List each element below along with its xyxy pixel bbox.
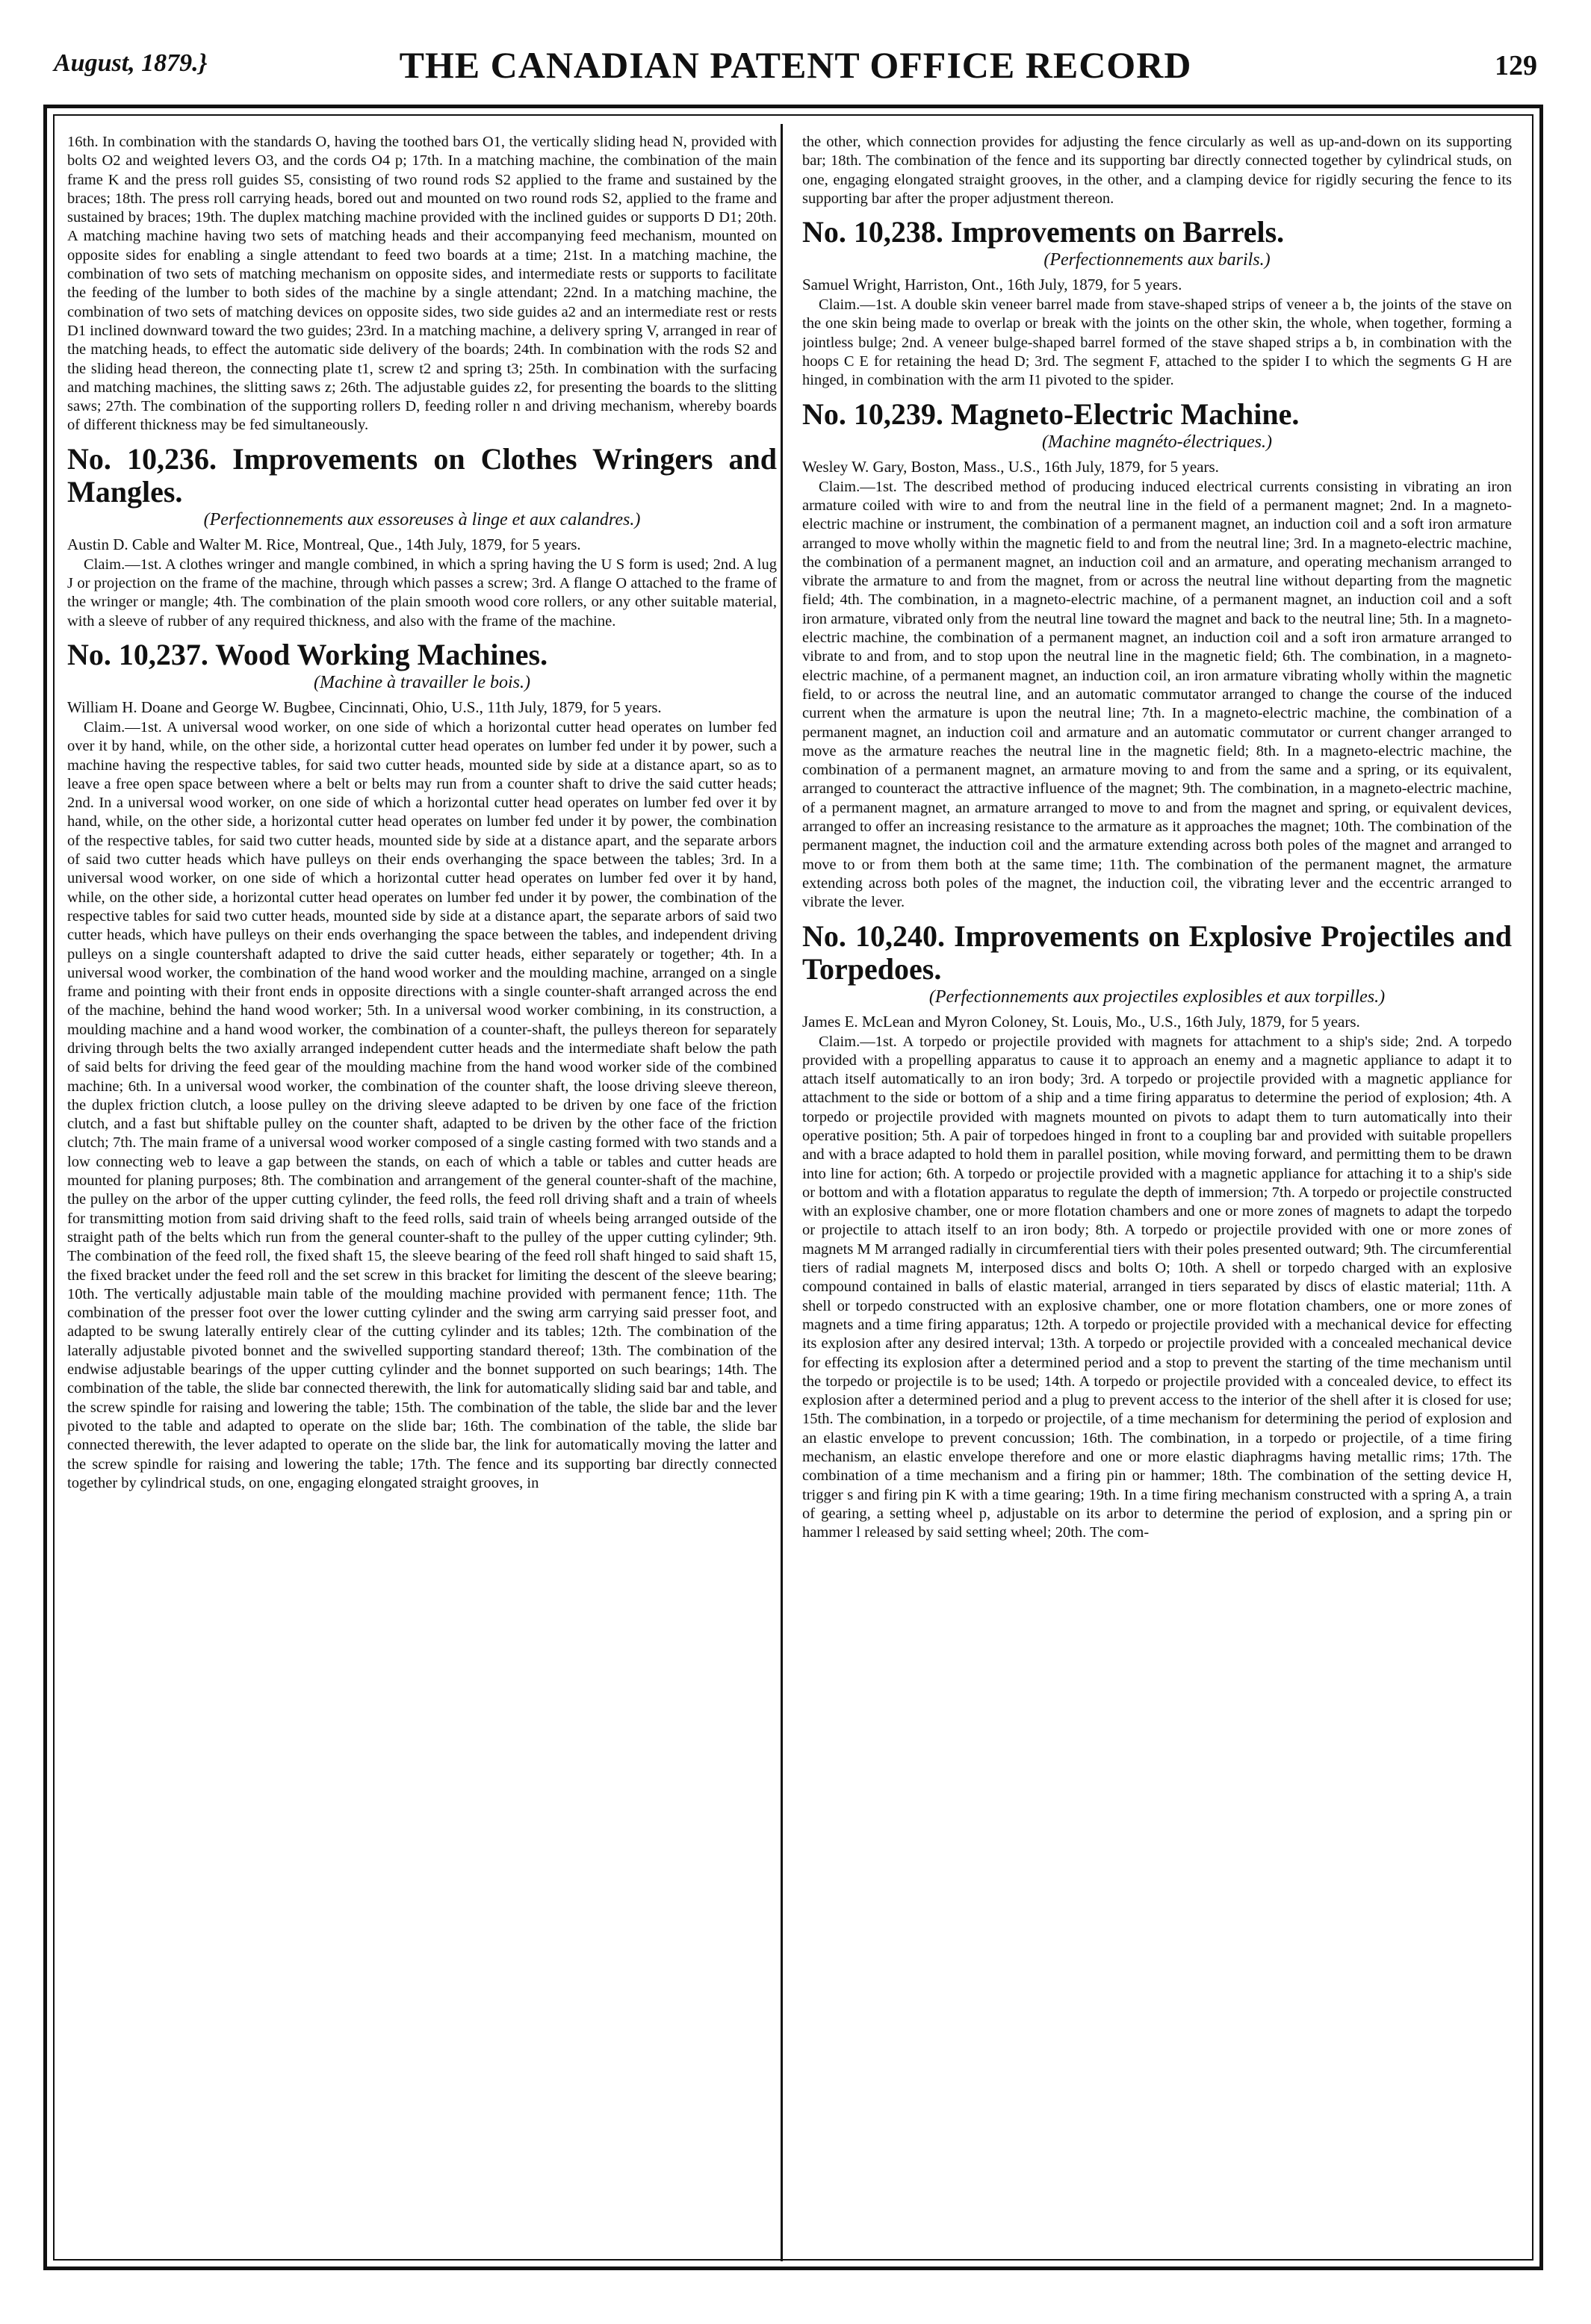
patent-heading-10239 xyxy=(802,398,1512,431)
page-number: 129 xyxy=(1495,50,1537,81)
patent-claims: Claim.—1st. A torpedo or projectile provided with magnets for attachment to a ship's side; 2nd. A torpedo provided with a propelling apparatus to cause it to approach an enemy and a magnetic appliance to adapt it to attach itself automatically to an iron body; 3rd. A torpedo or projectile provided with a magnetic appliance for attachment to the side or bottom of a ship and a time firing apparatus to determine the period of explosion; 4th. A torpedo or projectile provided with magnets mounted on pivots to adapt them to turn automatically into their operative position; 5th. A pair of torpedoes hinged in front to a coupling bar and provided with suitable propellers and with a brace adapted to hold them in parallel position, while moving forward, and permitting them to be drawn into line for action; 6th. A torpedo or projectile provided with a magnetic appliance for attaching it to a ship's side or bottom and with a flotation apparatus to regulate the depth of immersion; 7th. A torpedo or projectile constructed with an explosive chamber, one or more flotation chambers and one or more zones of magnets to adapt the torpedo or projectile to attach itself to an iron body; 8th. A torpedo or projectile provided with one or more zones of magnets M M arranged radially in circumferential tiers with their poles presented outward; 9th. The circumferential tiers of radial magnets M, interposed discs and bolts O; 10th. A shell or torpedo charged with an explosive compound contained in balls of elastic material, arranged in tiers separated by discs of elastic material; 11th. A shell or torpedo constructed with an explosive chamber, one or more flotation chambers, one or more zones of magnets and a time firing apparatus; 12th. A torpedo or projectile provided with a mechanical device for effecting its explosion after any desired interval; 13th. A torpedo or projectile provided with a concealed mechanical device for effecting its explosion after a determined period and a stop to prevent the starting of the time mechanism until the torpedo or projectile is to be used; 14th. A torpedo or projectile provided with a concealed device, to effect its explosion after a determined period and a plug to prevent access to the interior of the shell after it is closed for use; 15th. The combination, in a torpedo or projectile, of a time mechanism for determining the period of explosion and an elastic envelope to prevent concussion; 16th. The combination, in a torpedo or projectile, of a time firing mechanism, an elastic envelope therefore and one or more elastic diaphragms having metallic rims; 17th. The combination of a time mechanism and a firing pin or hammer; 18th. The combination of the setting device H, trigger s and firing pin K with a time gearing; 19th. In a time firing mechanism constructed with a spring A, a train of gearing, a setting wheel p, adjustable on its arbor to determine the period of explosion, and a spring pin or hammer l released by said setting wheel; 20th. The com- xyxy=(802,1033,1512,1541)
patent-number: No. 10,240. xyxy=(802,919,945,953)
patent-heading-10240 xyxy=(802,920,1512,986)
patent-inventors: William H. Doane and George W. Bugbee, Cincinnati, Ohio, U.S., 11th July, 1879, for 5 years. xyxy=(67,697,662,716)
continued-claims: the other, which connection provides for adjusting the fence circularly as well as up-and-down on its supporting bar; 18th. The combination of the fence and its supporting bar directly connected together by cylindrical studs, on one, engaging elongated straight grooves, in the other, and a clamping device for rigidly securing the fence to its supporting bar after the proper adjustment thereon. xyxy=(802,134,1512,207)
patent-inventors: Samuel Wright, Harriston, Ont., 16th July, 1879, for 5 years. xyxy=(802,276,1182,294)
patent-inventors: Austin D. Cable and Walter M. Rice, Montreal, Que., 14th July, 1879, for 5 years. xyxy=(67,535,581,553)
patent-french-title: (Perfectionnements aux essoreuses à linge et aux calandres.) xyxy=(203,509,641,529)
patent-claims: Claim.—1st. A double skin veneer barrel made from stave-shaped strips of veneer a b, the joints of the stave on the one skin being made to overlap or break with the joints on the other skin, the whole, when together, forming a jointless bulge; 2nd. A veneer bulge-shaped barrel formed of the stave shaped strips a b, in combination with the hoops C E for retaining the head D; 3rd. The segment F, attached to the spider I to which the segments G H are hinged, in combination with the arm I1 pivoted to the spider. xyxy=(802,296,1512,389)
patent-claims: Claim.—1st. A universal wood worker, on one side of which a horizontal cutter head operates on lumber fed over it by hand, while, on the other side, a horizontal cutter head operates on lumber fed under it by power, such a machine having the respective tables, for said two cutter heads, mounted side by side at a distance apart, so as to leave a free open space between where a belt or belts may run from a counter shaft to drive the said cutter heads; 2nd. In a universal wood worker, on one side of which a horizontal cutter head operates on lumber fed over it by hand, while, on the other side, a horizontal cutter head operates on lumber fed under it by power, the combination of the respective tables, for said two cutter heads, mounted side by side at a distance apart, and the separate arbors of said two cutter heads which have pulleys on their ends overhanging the space between the tables; 3rd. In a universal wood worker, on one side of which a horizontal cutter head operates on lumber fed over it by hand, while, on the other side, a horizontal cutter head operates on lumber fed under it by power, the combination of the respective tables for said two cutter heads, mounted side by side at a distance apart, the separate arbors of said two cutter heads, which have pulleys on their ends overhanging the space between the tables, and independent driving pulleys on a single countershaft adapted to drive the said cutter heads, either separately or together; 4th. In a universal wood worker, the combination of the hand wood worker and the moulding machine, arranged on a single frame and pointing with their front ends in opposite directions with a single counter-shaft arranged across the end of the machine, behind the hand wood worker; 5th. In a universal wood worker combining, in its construction, a moulding machine and a hand wood worker, the combination of a counter-shaft, the pulleys thereon for separately driving through belts the two axially arranged independent cutter heads and the intermediate shaft below the path of said belts for driving the feed gear of the moulding machine from the hand wood worker side of the combined machine; 6th. In a universal wood worker, the combination of the counter shaft, the loose driving sleeve thereon, the duplex friction clutch, a loose pulley on the driving sleeve adapted to be driven by one face of the friction clutch, and a fast but shiftable pulley on the counter shaft, adapted to be driven by the other face of the friction clutch; 7th. The main frame of a universal wood worker composed of a single casting formed with two stands and a low connecting web to leave a gap between the stands, on each of which a table or tables and cutter heads are mounted for planing purposes; 8th. The combination and arrangement of the general counter-shaft of the machine, the pulley on the arbor of the upper cutting cylinder, the feed rolls, the feed roll driving shaft and a train of wheels for transmitting motion from said driving shaft to the feed rolls, said train of wheels being arranged outside of the straight path of the belts which run from the general counter-shaft to the pulley of the upper cutting cylinder; 9th. The combination of the feed roll, the fixed shaft 15, the sleeve bearing of the feed roll shaft hinged to said shaft 15, the fixed bracket under the feed roll and the set screw in this bracket for limiting the descent of the sleeve bearing; 10th. The vertically adjustable main table of the moulding machine provided with permanent fence; 11th. The combination of the presser foot over the lower cutting cylinder and the swing arm carrying said presser foot, and adapted to be swung laterally entirely clear of the cutting cylinder and its tables; 12th. The combination of the laterally adjustable pivoted bonnet and the swivelled supporting standard thereof; 13th. The combination of the endwise adjustable bearings of the upper cutting cylinder and the bonnet supported on such bearings; 14th. The combination of the table, the slide bar connected therewith, the link for automatically sliding said bar and table, and the screw spindle for raising and lowering the table; 15th. The combination of the table, the slide bar and the lever pivoted to the table and adapted to operate on the slide bar; 16th. The combination of the table, the slide bar connected therewith, the lever adapted to operate on the slide bar, the link for automatically moving the latter and the screw spindle for raising and lowering the table; 17th. The fence and its supporting bar directly connected together by cylindrical studs, on one, engaging elongated straight grooves, in xyxy=(67,718,777,1491)
journal-title: THE CANADIAN PATENT OFFICE RECORD xyxy=(399,44,1192,86)
right-column xyxy=(802,133,1512,2261)
left-column xyxy=(67,133,777,2261)
patent-french-title: (Machine magnéto-électriques.) xyxy=(1042,432,1272,452)
patent-number: No. 10,238. xyxy=(802,215,943,249)
patent-title: Magneto-Electric Machine. xyxy=(950,397,1300,431)
patent-title: Wood Working Machines. xyxy=(215,637,548,671)
patent-number: No. 10,237. xyxy=(67,637,208,671)
patent-inventors: Wesley W. Gary, Boston, Mass., U.S., 16th July, 1879, for 5 years. xyxy=(802,457,1219,476)
patent-title: Improvements on Explosive Projectiles and Torpedoes. xyxy=(802,919,1512,986)
patent-heading-10237 xyxy=(67,639,777,671)
patent-heading-10238 xyxy=(802,216,1512,249)
patent-claims: Claim.—1st. The described method of producing induced electrical currents consisting in vibrating an iron armature coiled with wire to and from the neutral line in the field of a permanent magnet; 2nd. In a magneto-electric machine or instrument, the combination of a permanent magnet, an induction coil and a soft iron armature arranged to move wholly within the magnetic field to and from the neutral line; 3rd. In a magneto-electric machine, the combination of a permanent magnet, an induction coil and an armature, and operating mechanism arranged to vibrate the armature to and from the magnet, from or across the neutral line without departing from the magnetic field; 4th. The combination, in a magneto-electric machine, of a permanent magnet, an induction coil and a soft iron armature, vibrated only from the neutral line toward the magnet and back to the neutral line; 5th. In a magneto-electric machine, the combination of a permanent magnet, an induction coil and a soft iron armature arranged to vibrate to and from, and to stop upon the neutral line in the magnetic field; 6th. The combination, in a magneto-electric machine, of a permanent magnet, an induction coil, an iron armature vibrating wholly within the magnetic field, to or across the neutral line, and an automatic commutator arranged to change the course of the induced current when the armature is upon the neutral line; 7th. In a magneto-electric machine, the combination of a permanent magnet, an induction coil and armature and an automatic commutator or current changer arranged to move as the armature reaches the neutral line in the magnetic field; 8th. In a magneto-electric machine, the combination of a permanent magnet, an armature moving to and from the same and a spring, or its equivalent, arranged to counteract the attractive influence of the magnet; 9th. The combination, in a magneto-electric machine, of a permanent magnet, an armature arranged to move to and from the magnet and spring, or equivalent devices, arranged to offer an increasing resistance to the armature as it approaches the magnet; 10th. The combination of the permanent magnet, the induction coil and the armature extending across both poles of the magnet and arranged to move to or from them both at the same time; 11th. The combination of the permanent magnet, the armature extending across both poles of the magnet, the induction coil, the vibrating lever and the eccentric arranged to vibrate the lever. xyxy=(802,478,1512,911)
patent-title: Improvements on Clothes Wringers and Mangles. xyxy=(67,441,777,509)
patent-number: No. 10,236. xyxy=(67,441,217,476)
patent-inventors: James E. McLean and Myron Coloney, St. Louis, Mo., U.S., 16th July, 1879, for 5 years. xyxy=(802,1012,1360,1031)
patent-heading-10236 xyxy=(67,443,777,509)
patent-french-title: (Machine à travailler le bois.) xyxy=(314,672,530,692)
patent-french-title: (Perfectionnements aux barils.) xyxy=(1043,250,1271,270)
page-header xyxy=(54,43,1537,96)
patent-french-title: (Perfectionnements aux projectiles explosibles et aux torpilles.) xyxy=(928,987,1386,1007)
issue-date: August, 1879.} xyxy=(54,49,208,77)
patent-claims: Claim.—1st. A clothes wringer and mangle combined, in which a spring having the U S form is used; 2nd. A lug J or projection on the frame of the machine, through which passes a screw; 3rd. A flange O attached to the frame of the wringer or mangle; 4th. The combination of the plain smooth wood core rollers, or any other suitable material, with a sleeve of rubber of any required thickness, and also with the frame of the machine. xyxy=(67,556,777,630)
patent-number: No. 10,239. xyxy=(802,397,943,431)
continued-claims: 16th. In combination with the standards O, having the toothed bars O1, the vertically sliding head N, provided with bolts O2 and weighted levers O3, and the cords O4 p; 17th. In a matching machine, the combination of the main frame K and the press roll guides S5, consisting of two round rods S2 applied to the frame and sustained by the braces; 18th. The press roll carrying heads, bored out and mounted on two round rods S2, applied to the frame and sustained by braces; 19th. The duplex matching machine provided with the inclined guides or supports D D1; 20th. A matching machine having two sets of matching heads and their accompanying feed mechanism, mounted on opposite sides for enabling a single attendant to feed two boards at a time; 21st. In a matching machine, the combination of two sets of matching mechanism on opposite sides, and intermediate rests or supports to facilitate the feeding of the lumber to both sides of the machine by a single attendant; 22nd. In a matching machine, the combination of two sets of matching devices on opposite sides, two side guides a2 and an intermediate rest or rests D1 inclined downward toward the two guides; 23rd. In a matching machine, a delivery spring V, arranged in rear of the matching heads, to effect the automatic side delivery of the boards; 24th. In combination with the rods S2 and the sliding head thereon, the connecting plate t1, screw t2 and spring t3; 25th. In combination with the surfacing and matching machines, the slitting saws z; 26th. The adjustable guides z2, for presenting the boards to the slitting saws; 27th. The combination of the supporting rollers D, feeding roller n and driving mechanism, whereby boards of different thickness may be fed simultaneously. xyxy=(67,134,777,434)
patent-title: Improvements on Barrels. xyxy=(950,215,1285,249)
column-divider xyxy=(781,124,783,2261)
